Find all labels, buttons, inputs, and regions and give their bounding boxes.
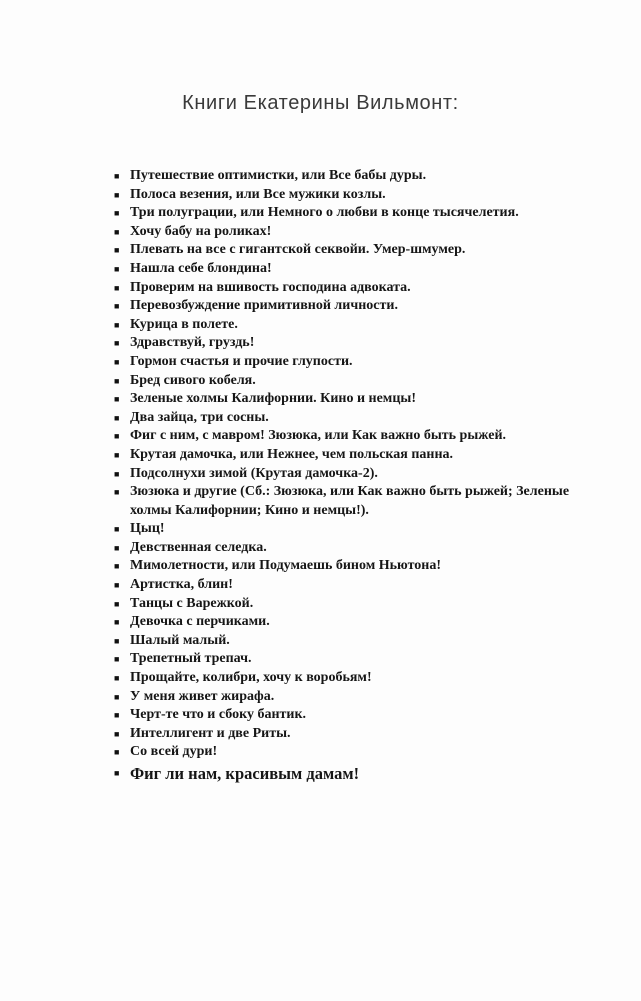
square-bullet-icon: ■ xyxy=(114,710,120,721)
square-bullet-icon: ■ xyxy=(114,561,120,572)
list-item xyxy=(114,390,589,409)
list-item xyxy=(114,669,589,688)
list-item xyxy=(114,725,589,744)
book-title-text: Девочка с перчиками. xyxy=(130,614,270,630)
square-bullet-icon: ■ xyxy=(114,263,120,274)
book-title-text: Трепетный трепач. xyxy=(130,651,252,667)
square-bullet-icon: ■ xyxy=(114,189,120,200)
page-title: Книги Екатерины Вильмонт: xyxy=(182,92,459,114)
book-title-text: Прощайте, колибри, хочу к воробьям! xyxy=(130,670,372,686)
square-bullet-icon: ■ xyxy=(114,319,120,330)
list-item xyxy=(114,706,589,725)
book-title-text: Шалый малый. xyxy=(130,632,230,648)
list-item xyxy=(114,186,589,205)
square-bullet-icon: ■ xyxy=(114,635,120,646)
list-item xyxy=(114,595,589,614)
list-item xyxy=(114,465,589,484)
square-bullet-icon: ■ xyxy=(114,728,120,739)
book-title-text: Танцы с Варежкой. xyxy=(130,595,254,611)
book-title-text: Зюзюка и другие (Сб.: Зюзюка, или Как важно быть рыжей; Зеленые холмы Калифорнии; Кино и немцы!). xyxy=(130,484,570,518)
book-title-text: Путешествие оптимистки, или Все бабы дуры. xyxy=(130,168,427,183)
book-title-text: Два зайца, три сосны. xyxy=(130,409,269,425)
list-item xyxy=(114,632,589,651)
book-title-text: Интеллигент и две Риты. xyxy=(130,725,291,741)
list-item xyxy=(114,446,589,465)
book-title-text: Курица в полете. xyxy=(130,316,238,332)
book-title-text: Фиг с ним, с мавром! Зюзюка, или Как важно быть рыжей. xyxy=(130,428,507,444)
square-bullet-icon: ■ xyxy=(114,524,120,535)
square-bullet-icon: ■ xyxy=(114,598,120,609)
book-title-text: Три полуграции, или Немного о любви в конце тысячелетия. xyxy=(130,205,519,221)
square-bullet-icon: ■ xyxy=(114,226,120,237)
square-bullet-icon: ■ xyxy=(114,394,120,405)
book-title-text: Артистка, блин! xyxy=(130,577,233,593)
square-bullet-icon: ■ xyxy=(114,282,120,293)
list-item xyxy=(114,520,589,539)
list-item xyxy=(114,650,589,669)
square-bullet-icon: ■ xyxy=(114,580,120,591)
list-item xyxy=(114,557,589,576)
list-item xyxy=(114,409,589,428)
list-item xyxy=(114,613,589,632)
book-title-text: Зеленые холмы Калифорнии. Кино и немцы! xyxy=(130,391,416,407)
list-item xyxy=(114,279,589,298)
list-item xyxy=(114,167,589,186)
square-bullet-icon: ■ xyxy=(114,245,120,256)
list-item xyxy=(114,688,589,707)
square-bullet-icon: ■ xyxy=(114,487,120,498)
book-title-text: Подсолнухи зимой (Крутая дамочка-2). xyxy=(130,465,378,481)
book-title-text: Полоса везения, или Все мужики козлы. xyxy=(130,186,386,202)
list-item xyxy=(114,297,589,316)
list-item xyxy=(114,316,589,335)
square-bullet-icon: ■ xyxy=(114,768,120,778)
square-bullet-icon: ■ xyxy=(114,301,120,312)
list-item xyxy=(114,427,589,446)
square-bullet-icon: ■ xyxy=(114,208,120,219)
square-bullet-icon: ■ xyxy=(114,356,120,367)
book-title-text: Хочу бабу на роликах! xyxy=(130,223,272,239)
book-title-text: Фиг ли нам, красивым дамам! xyxy=(130,764,360,783)
square-bullet-icon: ■ xyxy=(114,431,120,442)
square-bullet-icon: ■ xyxy=(114,673,120,684)
book-title-text: Со всей дури! xyxy=(130,744,218,760)
book-title-text: Цыц! xyxy=(130,521,165,537)
book-title-text: Плевать на все с гигантской секвойи. Умер-шмумер. xyxy=(130,242,466,258)
list-item xyxy=(114,353,589,372)
list-item xyxy=(114,204,589,223)
book-title-text: У меня живет жирафа. xyxy=(130,688,275,704)
book-title-text: Черт-те что и сбоку бантик. xyxy=(130,707,307,723)
square-bullet-icon: ■ xyxy=(114,338,120,349)
square-bullet-icon: ■ xyxy=(114,747,120,758)
square-bullet-icon: ■ xyxy=(114,691,120,702)
list-item xyxy=(114,763,589,784)
square-bullet-icon: ■ xyxy=(114,617,120,628)
book-title-text: Крутая дамочка, или Нежнее, чем польская панна. xyxy=(130,446,454,462)
book-title-text: Перевозбуждение примитивной личности. xyxy=(130,298,398,314)
list-item xyxy=(114,576,589,595)
list-item xyxy=(114,334,589,353)
list-item xyxy=(114,743,589,762)
square-bullet-icon: ■ xyxy=(114,654,120,665)
list-item xyxy=(114,539,589,558)
book-list xyxy=(114,167,589,784)
book-title-text: Здравствуй, груздь! xyxy=(130,335,255,351)
book-title-text: Нашла себе блондина! xyxy=(130,260,272,276)
list-item xyxy=(114,483,589,520)
book-title-text: Девственная селедка. xyxy=(130,539,267,555)
list-item xyxy=(114,241,589,260)
square-bullet-icon: ■ xyxy=(114,542,120,553)
list-item xyxy=(114,223,589,242)
square-bullet-icon: ■ xyxy=(114,171,120,181)
list-item xyxy=(114,372,589,391)
square-bullet-icon: ■ xyxy=(114,468,120,479)
list-item xyxy=(114,260,589,279)
square-bullet-icon: ■ xyxy=(114,375,120,386)
book-title-text: Бред сивого кобеля. xyxy=(130,372,256,388)
book-title-text: Мимолетности, или Подумаешь бином Ньютона! xyxy=(130,558,441,574)
book-title-text: Проверим на вшивость господина адвоката. xyxy=(130,279,411,295)
book-title-text: Гормон счастья и прочие глупости. xyxy=(130,353,353,369)
square-bullet-icon: ■ xyxy=(114,412,120,423)
square-bullet-icon: ■ xyxy=(114,449,120,460)
